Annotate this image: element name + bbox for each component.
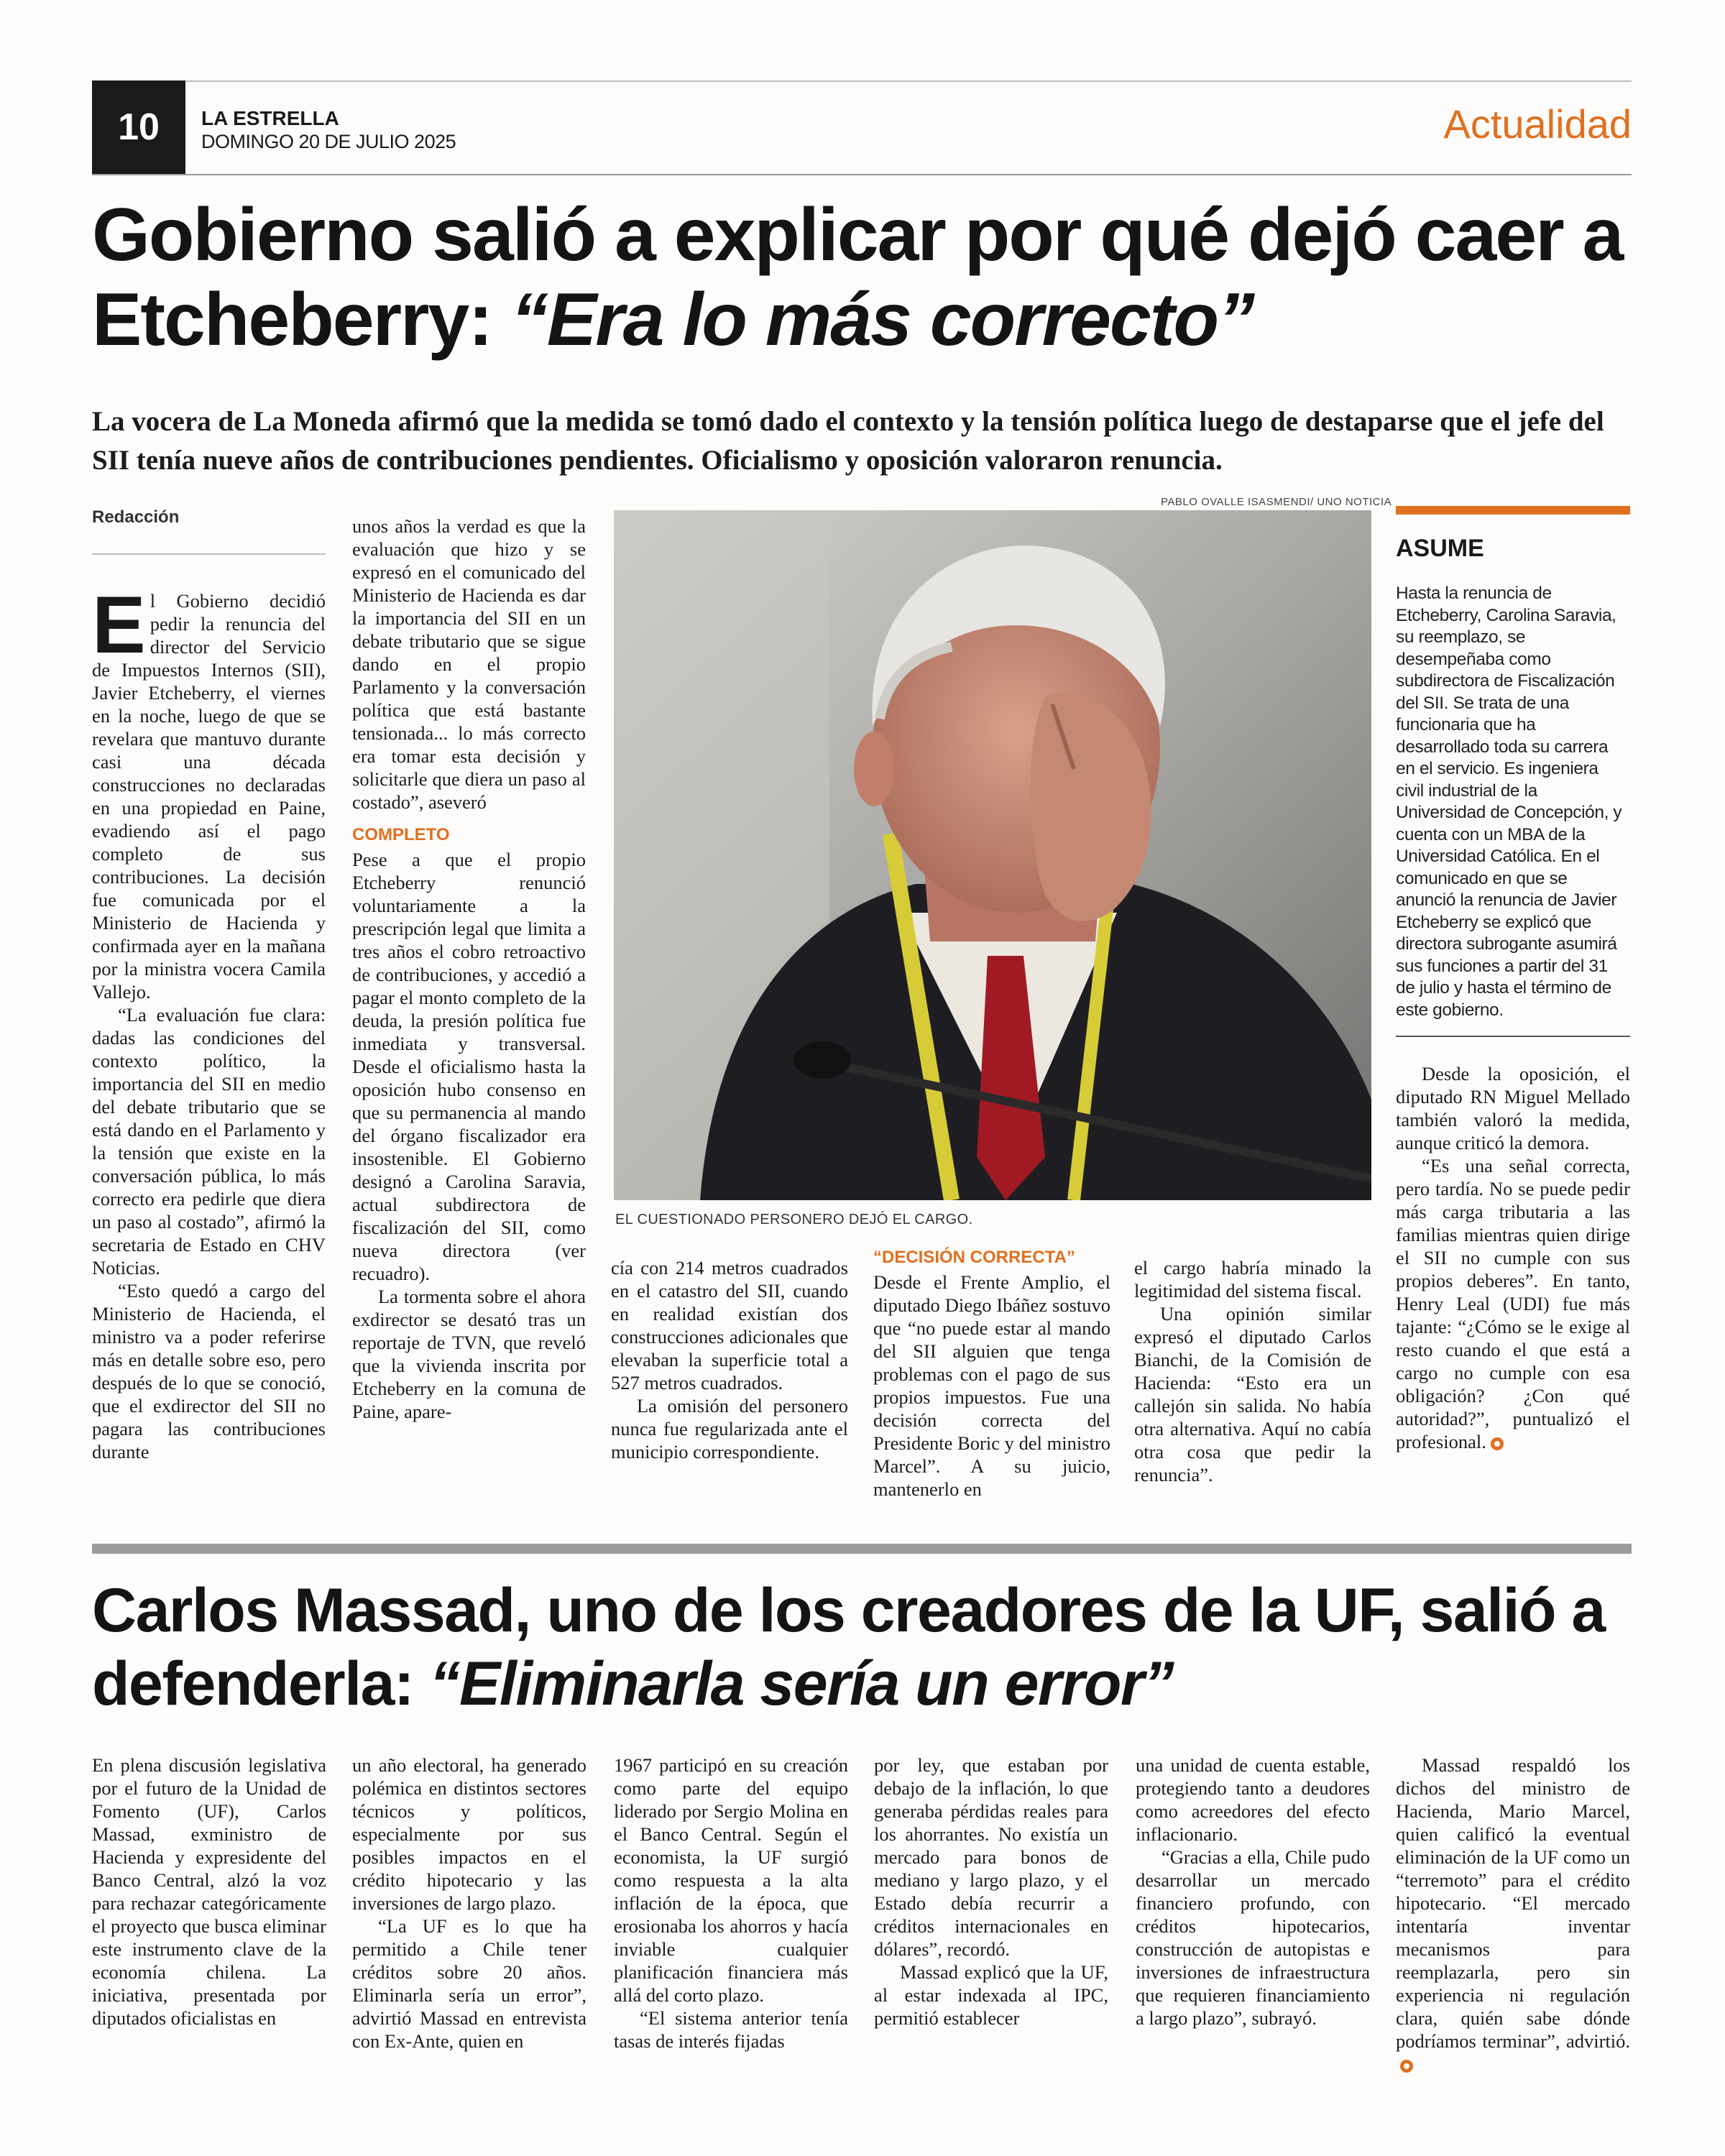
article2-column-6 xyxy=(1396,1754,1630,2076)
drop-cap: E xyxy=(92,580,146,670)
paragraph: Desde la oposición, el diputado RN Miguel Mellado también valoró la medida, aunque criticó la demora. xyxy=(1396,1063,1630,1153)
paragraph: Massad explicó que la UF, al estar indexada al IPC, permitió establecer xyxy=(874,1961,1108,2029)
circle-endmark-icon xyxy=(1491,1437,1504,1450)
subheading: COMPLETO xyxy=(352,825,450,844)
paragraph: una unidad de cuenta estable, protegiendo tanto a deudores como acreedores del efecto inflacionario. xyxy=(1136,1754,1370,1845)
subheading: “DECISIÓN CORRECTA” xyxy=(873,1248,1075,1267)
paragraph: 1967 participó en su creación como parte del equipo liderado por Sergio Molina en el Banco Central. Según el economista, la UF surgió como respuesta a la alta inflación de la época, que erosionaba los ahorros y hacía inviable cualquier planificación financiera más allá del corto plazo. xyxy=(614,1754,848,2006)
headline-quote: “Eliminarla sería un error” xyxy=(429,1649,1174,1718)
paragraph: En plena discusión legislativa por el futuro de la Unidad de Fomento (UF), Carlos Massad, exministro de Hacienda y expresidente del Banco Central, alzó la voz para rechazar categóricamente el proyecto que busca eliminar este instrumento clave de la economía chilena. La iniciativa, presentada por diputados oficialistas en xyxy=(92,1754,326,2029)
article2-column-4 xyxy=(874,1754,1108,2030)
article-divider xyxy=(92,1544,1632,1554)
paragraph: “Esto quedó a cargo del Ministerio de Hacienda, el ministro va a poder referirse más en detalle sobre eso, pero después de lo que se conoció, que el exdirector del SII no pagara las contribuciones durante xyxy=(92,1280,326,1462)
paragraph xyxy=(1396,1154,1630,1453)
headline-quote: “Era lo más correcto” xyxy=(510,278,1254,361)
paragraph: unos años la verdad es que la evaluación que hizo y se expresó en el comunicado del Ministerio de Hacienda es dar la importancia del SII en un debate tributario que se sigue dando en el propio Parlamento y la conversación política que está bastante tensionada... lo más correcto era tomar esta decisión y solicitarle que diera un paso al costado”, aseveró xyxy=(352,515,586,813)
paragraph: Una opinión similar expresó el diputado Carlos Bianchi, de la Comisión de Hacienda: “Esto era un callejón sin salida. No había otra alternativa. Aquí no cabía otra cosa que pedir la renuncia”. xyxy=(1134,1303,1371,1485)
article1-column-5 xyxy=(1134,1256,1371,1486)
article1-column-6 xyxy=(1396,1062,1630,1453)
sidebar-accent-bar xyxy=(1396,506,1630,515)
publication-name: LA ESTRELLA xyxy=(201,107,339,129)
paragraph: Desde el Frente Amplio, el diputado Diego Ibáñez sostuvo que “no puede estar al mando del SII alguien que tenga problemas con el pago de sus propios impuestos. Fue una decisión correcta del Presidente Boric y del ministro Marcel”. A su juicio, mantenerlo en xyxy=(873,1271,1110,1500)
page-number: 10 xyxy=(92,80,185,174)
paragraph: Pese a que el propio Etcheberry renunció voluntariamente a la prescripción legal que limita a tres años el cobro retroactivo de contribuciones, y accedió a pagar el monto completo de la deuda, la presión política fue inmediata y transversal. Desde el oficialismo hasta la oposición hubo consenso en que su permanencia al mando del órgano fiscalizador era insostenible. El Gobierno designó a Carolina Saravia, actual subdirectora de fiscalización del SII, como nueva directora (ver recuadro). xyxy=(352,849,586,1284)
article2-headline xyxy=(92,1574,1632,1720)
paragraph: “El sistema anterior tenía tasas de interés fijadas xyxy=(614,2007,848,2052)
article1-column-4 xyxy=(873,1248,1110,1501)
headline-main-text: Carlos Massad, uno de los creadores de la UF, salió a defenderla: xyxy=(92,1576,1605,1718)
article1-lead: La vocera de La Moneda afirmó que la medida se tomó dado el contexto y la tensión política luego de destaparse que el jefe del SII tenía nueve años de contribuciones pendientes. Oficialismo y oposición valoraron renuncia. xyxy=(92,406,1604,476)
paragraph: por ley, que estaban por debajo de la inflación, lo que generaba pérdidas reales para los ahorrantes. No existía un mercado para bonos de mediano y largo plazo, y el Estado debía recurrir a créditos internacionales en dólares”, recordó. xyxy=(874,1754,1108,1960)
sidebar-title: ASUME xyxy=(1396,535,1484,562)
photo-credit: PABLO OVALLE ISASMENDI/ UNO NOTICIA xyxy=(1161,496,1392,508)
sidebar-box xyxy=(1396,506,1630,1037)
paragraph-text: “Es una señal correcta, pero tardía. No se puede pedir más carga tributaria a las familias mientras quien dirige el SII no cumple con sus propios deberes”. En tanto, Henry Leal (UDI) fue más tajante: “¿Cómo se le exige al resto cuando el que está a cargo no cumple con esa obligación? ¿Con qué autoridad?”, puntualizó el profesional. xyxy=(1396,1155,1630,1452)
paragraph-text: l Gobierno decidió pedir la renuncia del director del Servicio de Impuestos Internos (SII), Javier Etcheberry, el viernes en la noche, luego de que se revelara que mantuvo durante casi una década construcciones no declaradas en una propiedad en Paine, evadiendo así el pago completo de sus contribuciones. La decisión fue comunicada por el Ministerio de Hacienda y confirmada ayer en la mañana por la ministra vocera Camila Vallejo. xyxy=(92,590,326,1003)
byline-rule xyxy=(92,553,326,555)
article2-column-2 xyxy=(352,1754,586,2053)
article1-column-2 xyxy=(352,515,586,1423)
paragraph: un año electoral, ha generado polémica en distintos sectores técnicos y políticos, especialmente por sus posibles impactos en el crédito hipotecario y las inversiones de largo plazo. xyxy=(352,1754,586,1914)
paragraph-text: Massad respaldó los dichos del ministro de Hacienda, Mario Marcel, quien calificó la eventual eliminación de la UF como un “terremoto” para el crédito hipotecario. “El mercado intentaría inventar mecanismos para reemplazarla, pero sin experiencia ni regulación clara, quién sabe dónde podríamos terminar”, advirtió. xyxy=(1396,1754,1630,2052)
paragraph: “La UF es lo que ha permitido a Chile tener créditos sobre 20 años. Eliminarla sería un error”, advirtió Massad en entrevista con Ex-Ante, quien en xyxy=(352,1915,586,2052)
paragraph: La tormenta sobre el ahora exdirector se desató tras un reportaje de TVN, que reveló que la vivienda inscrita por Etcheberry en la comuna de Paine, apare- xyxy=(352,1286,586,1422)
photo-illustration xyxy=(614,510,1371,1200)
top-rule xyxy=(92,80,1632,82)
article2-column-3 xyxy=(614,1754,848,2053)
sidebar-bottom-rule xyxy=(1396,1036,1630,1037)
paragraph: La omisión del personero nunca fue regularizada ante el municipio correspondiente. xyxy=(611,1395,848,1462)
byline: Redacción xyxy=(92,507,180,527)
headline-main-text: Gobierno salió a explicar por qué dejó caer a Etcheberry: xyxy=(92,193,1623,361)
paragraph: el cargo habría minado la legitimidad del sistema fiscal. xyxy=(1134,1257,1371,1302)
article1-column-3 xyxy=(611,1256,848,1463)
paragraph xyxy=(92,580,326,1003)
paragraph xyxy=(1396,1754,1630,2076)
article1-column-1 xyxy=(92,580,326,1463)
article2-column-5 xyxy=(1136,1754,1370,2030)
publication-date: DOMINGO 20 DE JULIO 2025 xyxy=(201,131,456,152)
sidebar-text: Hasta la renuncia de Etcheberry, Carolina Saravia, su reemplazo, se desempeñaba como subdirectora de Fiscalización del SII. Se trata de una funcionaria que ha desarrollado toda su carrera en el servicio. Es ingeniera civil industrial de la Universidad de Concepción, y cuenta con un MBA de la Universidad Católica. En el comunicado en que se anunció la renuncia de Javier Etcheberry se explicó que directora subrogante asumirá sus funciones a partir del 31 de julio y hasta el término de este gobierno. xyxy=(1396,584,1622,1020)
paragraph: cía con 214 metros cuadrados en el catastro del SII, cuando en realidad existían dos construcciones adicionales que elevaban la superficie total a 527 metros cuadrados. xyxy=(611,1257,848,1393)
masthead-rule xyxy=(92,174,1632,175)
paragraph: “Gracias a ella, Chile pudo desarrollar un mercado financiero profundo, con créditos hipotecarios, construcción de autopistas e inversiones de infraestructura que requieren financiamiento a largo plazo”, subrayó. xyxy=(1136,1846,1370,2029)
article-photo xyxy=(614,510,1371,1200)
paragraph: “La evaluación fue clara: dadas las condiciones del contexto político, la importancia del SII en medio del debate tributario que se está dando en el Parlamento y la tensión que existe en la conversación pública, lo más correcto era pedirle que diera un paso al costado”, afirmó la secretaria de Estado en CHV Noticias. xyxy=(92,1004,326,1279)
article1-headline xyxy=(92,193,1632,362)
circle-endmark-icon xyxy=(1400,2060,1413,2073)
photo-caption: EL CUESTIONADO PERSONERO DEJÓ EL CARGO. xyxy=(615,1212,973,1227)
section-label: Actualidad xyxy=(1443,101,1632,147)
article2-column-1 xyxy=(92,1754,326,2030)
